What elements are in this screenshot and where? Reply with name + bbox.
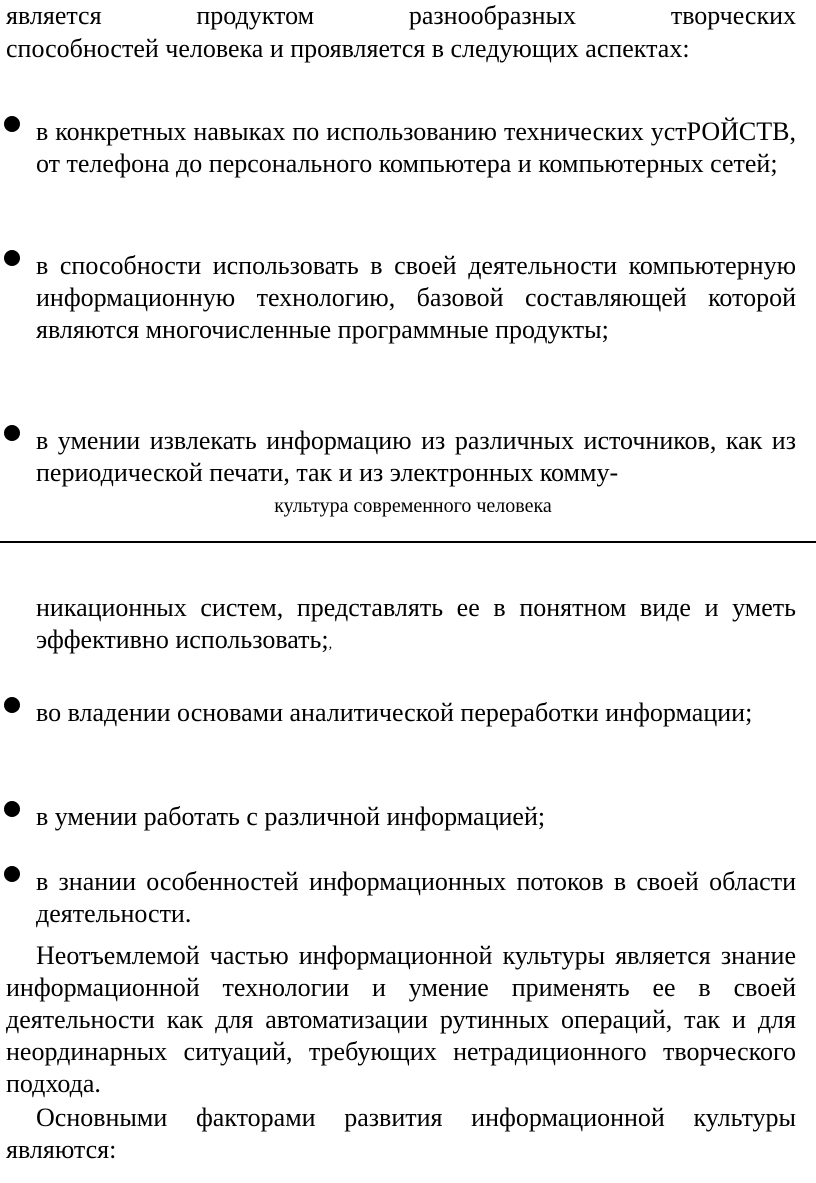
continuation-text xyxy=(36,592,796,661)
bullet-icon xyxy=(4,866,20,882)
intro-line-2: способностей человека и проявляется в следующих аспектах: xyxy=(6,34,690,63)
bullet-icon xyxy=(4,801,20,817)
body-paragraph: Основными факторами развития информационной культуры являются: xyxy=(6,1103,796,1164)
list-item-text: в умении извлекать информацию из различных источников, как из периодической печати, так и из электронных комму- xyxy=(36,426,796,487)
body-paragraph: Неотъемлемой частью информационной культуры является знание информационной технологии и умение применять ее в своей деятельности как для автоматизации рутинных операций, так и для неординарных ситуаций, требующих нетрадиционного творческого подхода. xyxy=(6,941,796,1098)
list-item-text: в способности использовать в своей деятельности компьютерную информационную технологию, базовой составляющей которой являются многочисленные программные продукты; xyxy=(36,251,796,344)
bullet-icon xyxy=(4,697,20,713)
bullet-icon xyxy=(4,425,20,441)
page-divider xyxy=(0,541,816,543)
bullet-icon xyxy=(4,116,20,132)
list-item-text: в конкретных навыках по использованию технических устРОЙСТВ, от телефона до персонального компьютера и компьютерных сетей; xyxy=(36,117,796,178)
list-item-text: в умении работать с различной информацией; xyxy=(36,802,546,831)
continuation-body: никационных систем, представлять ее в понятном виде и уметь эффективно использовать; xyxy=(36,593,796,654)
bullet-icon xyxy=(4,250,20,266)
running-footer: культура современного человека xyxy=(274,495,552,517)
stray-mark: , xyxy=(328,637,333,652)
list-item-text: во владении основами аналитической переработки информации; xyxy=(36,698,753,727)
list-item-text: в знании особенностей информационных потоков в своей области деятельности. xyxy=(36,867,796,928)
intro-line-1: является продуктом разнообразных творческих xyxy=(6,1,796,30)
